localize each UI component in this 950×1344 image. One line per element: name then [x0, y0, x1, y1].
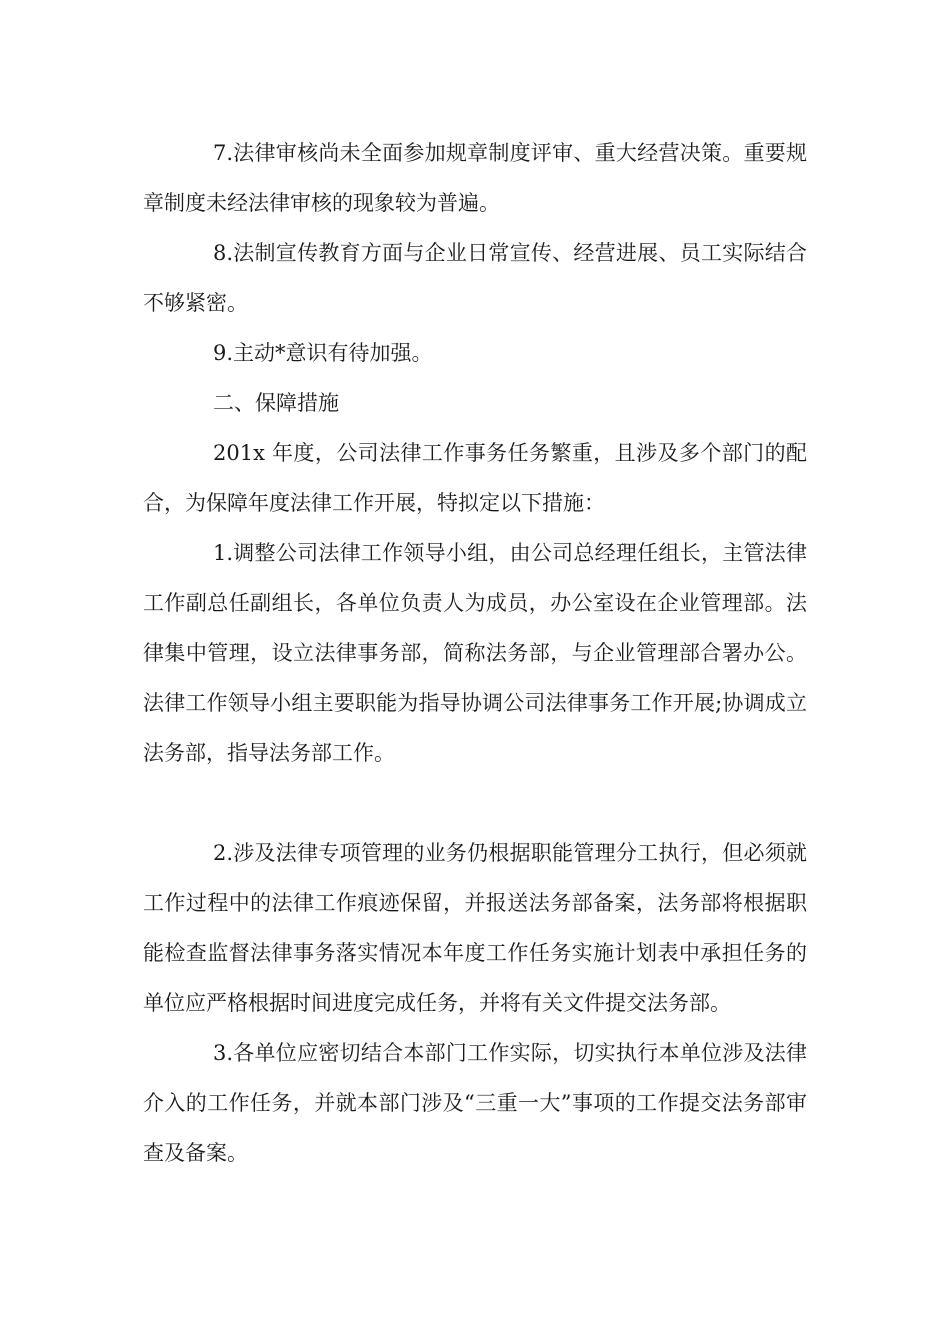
- measure-item-1: 1.调整公司法律工作领导小组，由公司总经理任组长，主管法律工作副总任副组长，各单位负责人为成员，办公室设在企业管理部。法律集中管理，设立法律事务部，简称法务部，与企业管理部合署办公。法律工作领导小组主要职能为指导协调公司法律事务工作开展;协调成立法务部，指导法务部工作。: [143, 541, 807, 765]
- measure-item-3: 3.各单位应密切结合本部门工作实际，切实执行本单位涉及法律介入的工作任务，并就本部门涉及“三重一大”事项的工作提交法务部审查及备案。: [143, 1041, 807, 1165]
- section-heading: 二、保障措施: [213, 391, 339, 415]
- document-body: [143, 128, 807, 1178]
- paragraph-item-8: 8.法制宣传教育方面与企业日常宣传、经营进展、员工实际结合不够紧密。: [143, 241, 807, 315]
- section-intro: 201x 年度，公司法律工作事务任务繁重，且涉及多个部门的配合，为保障年度法律工作开展，特拟定以下措施：: [143, 441, 807, 515]
- paragraph-gap: [143, 778, 807, 828]
- measure-item-2: 2.涉及法律专项管理的业务仍根据职能管理分工执行，但必须就工作过程中的法律工作痕迹保留，并报送法务部备案，法务部将根据职能检查监督法律事务落实情况本年度工作任务实施计划表中承担任务的单位应严格根据时间进度完成任务，并将有关文件提交法务部。: [143, 841, 807, 1015]
- paragraph-item-7: 7.法律审核尚未全面参加规章制度评审、重大经营决策。重要规章制度未经法律审核的现象较为普遍。: [143, 141, 807, 215]
- paragraph-item-9: 9.主动*意识有待加强。: [213, 341, 433, 365]
